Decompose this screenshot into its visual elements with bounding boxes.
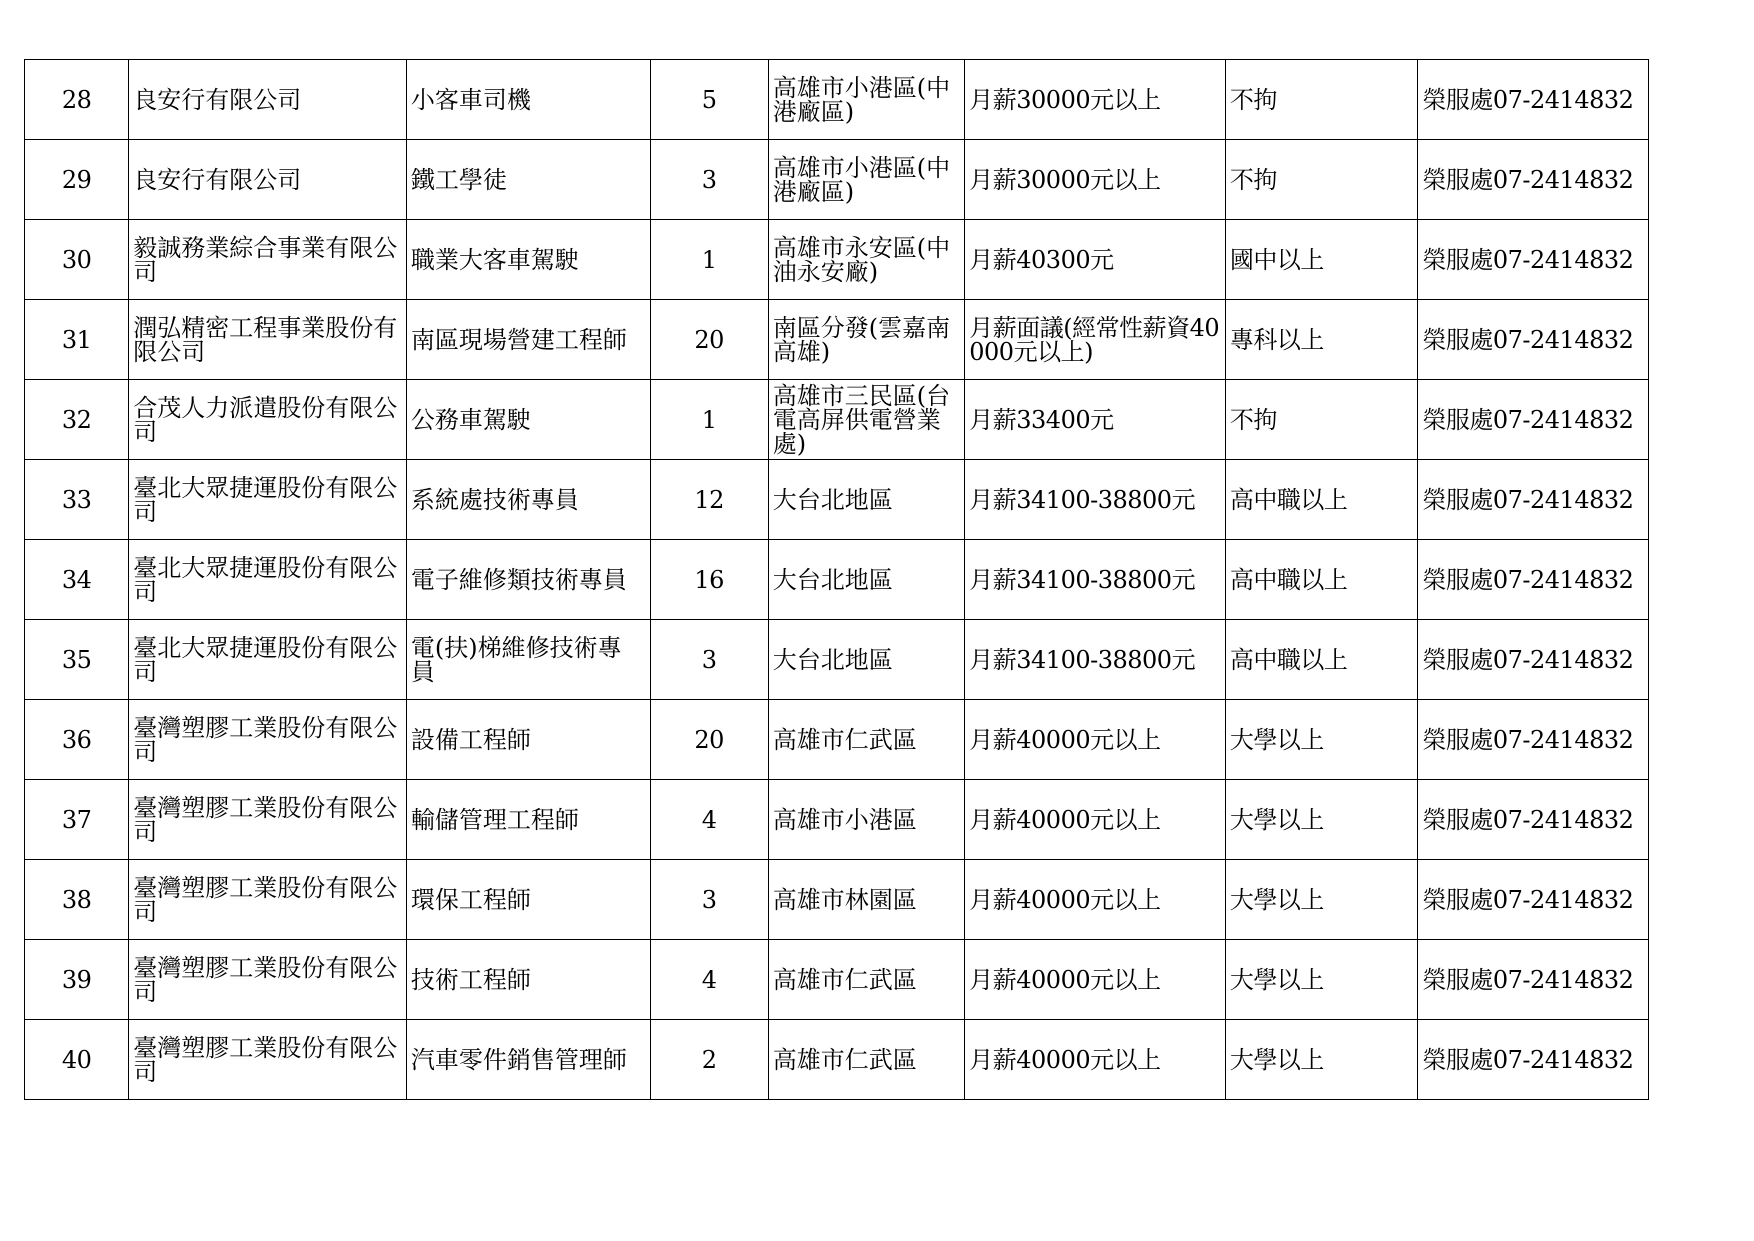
location-cell (768, 380, 964, 460)
company-text: 良安行有限公司 (133, 165, 302, 194)
salary-cell (965, 940, 1226, 1020)
location-cell (768, 1020, 964, 1100)
salary-cell (965, 220, 1226, 300)
location-text: 大台北地區 (772, 485, 893, 514)
position-cell (406, 140, 650, 220)
contact-cell (1418, 460, 1649, 540)
table-row (25, 1020, 1649, 1100)
salary-text: 月薪40000元以上 (969, 885, 1161, 914)
row-number-text: 39 (61, 965, 92, 994)
contact-text: 榮服處07-2414832 (1422, 645, 1634, 674)
position-cell (406, 540, 650, 620)
headcount-cell (650, 540, 768, 620)
headcount-text: 12 (694, 485, 724, 514)
company-cell (129, 940, 407, 1020)
headcount-cell (650, 700, 768, 780)
contact-text: 榮服處07-2414832 (1422, 805, 1634, 834)
position-cell (406, 1020, 650, 1100)
contact-cell (1418, 60, 1649, 140)
table-row (25, 60, 1649, 140)
contact-text: 榮服處07-2414832 (1422, 885, 1634, 914)
salary-text: 月薪面議(經常性薪資40000元以上) (969, 313, 1220, 366)
headcount-text: 20 (694, 725, 724, 754)
location-cell (768, 60, 964, 140)
headcount-cell (650, 1020, 768, 1100)
location-cell (768, 300, 964, 380)
location-cell (768, 620, 964, 700)
education-text: 大學以上 (1229, 725, 1324, 754)
headcount-text: 5 (701, 85, 717, 114)
row-number-cell (25, 620, 129, 700)
company-cell (129, 140, 407, 220)
education-text: 不拘 (1229, 85, 1277, 114)
position-cell (406, 860, 650, 940)
row-number-text: 34 (61, 565, 92, 594)
company-text: 臺北大眾捷運股份有限公司 (133, 633, 398, 686)
education-cell (1225, 1020, 1417, 1100)
headcount-text: 3 (701, 165, 717, 194)
company-text: 臺灣塑膠工業股份有限公司 (133, 713, 398, 766)
education-text: 專科以上 (1229, 325, 1324, 354)
headcount-text: 3 (701, 885, 717, 914)
company-text: 潤弘精密工程事業股份有限公司 (133, 313, 398, 366)
position-text: 系統處技術專員 (410, 485, 579, 514)
headcount-text: 4 (701, 805, 717, 834)
education-cell (1225, 220, 1417, 300)
company-text: 臺北大眾捷運股份有限公司 (133, 473, 398, 526)
position-text: 環保工程師 (410, 885, 531, 914)
contact-text: 榮服處07-2414832 (1422, 325, 1634, 354)
position-cell (406, 940, 650, 1020)
row-number-text: 40 (61, 1045, 92, 1074)
education-cell (1225, 460, 1417, 540)
row-number-text: 32 (61, 405, 92, 434)
salary-cell (965, 380, 1226, 460)
position-cell (406, 220, 650, 300)
salary-cell (965, 300, 1226, 380)
education-cell (1225, 540, 1417, 620)
row-number-text: 31 (61, 325, 92, 354)
row-number-cell (25, 460, 129, 540)
location-text: 高雄市小港區 (772, 805, 917, 834)
table-row (25, 380, 1649, 460)
education-text: 高中職以上 (1229, 565, 1348, 594)
company-text: 良安行有限公司 (133, 85, 302, 114)
salary-cell (965, 540, 1226, 620)
salary-cell (965, 620, 1226, 700)
education-text: 國中以上 (1229, 245, 1324, 274)
job-rows (25, 60, 1649, 1100)
contact-cell (1418, 700, 1649, 780)
company-text: 臺灣塑膠工業股份有限公司 (133, 873, 398, 926)
education-cell (1225, 620, 1417, 700)
salary-text: 月薪30000元以上 (969, 165, 1161, 194)
contact-text: 榮服處07-2414832 (1422, 245, 1634, 274)
position-text: 汽車零件銷售管理師 (410, 1045, 627, 1074)
position-cell (406, 780, 650, 860)
location-cell (768, 700, 964, 780)
education-text: 大學以上 (1229, 1045, 1324, 1074)
education-text: 大學以上 (1229, 965, 1324, 994)
location-text: 高雄市三民區(台電高屏供電營業處) (772, 381, 951, 458)
position-text: 公務車駕駛 (410, 405, 531, 434)
salary-cell (965, 700, 1226, 780)
headcount-cell (650, 780, 768, 860)
contact-text: 榮服處07-2414832 (1422, 85, 1634, 114)
table-row (25, 700, 1649, 780)
education-text: 大學以上 (1229, 805, 1324, 834)
location-text: 大台北地區 (772, 565, 893, 594)
contact-cell (1418, 380, 1649, 460)
row-number-cell (25, 140, 129, 220)
contact-text: 榮服處07-2414832 (1422, 565, 1634, 594)
salary-text: 月薪40000元以上 (969, 1045, 1161, 1074)
salary-text: 月薪40000元以上 (969, 805, 1161, 834)
location-cell (768, 220, 964, 300)
company-cell (129, 1020, 407, 1100)
contact-text: 榮服處07-2414832 (1422, 405, 1634, 434)
location-text: 高雄市小港區(中港廠區) (772, 153, 951, 206)
position-text: 鐵工學徒 (410, 165, 507, 194)
education-cell (1225, 700, 1417, 780)
location-text: 高雄市林園區 (772, 885, 917, 914)
row-number-cell (25, 940, 129, 1020)
contact-text: 榮服處07-2414832 (1422, 165, 1634, 194)
education-text: 大學以上 (1229, 885, 1324, 914)
contact-text: 榮服處07-2414832 (1422, 485, 1634, 514)
position-text: 電(扶)梯維修技術專員 (410, 633, 622, 686)
education-cell (1225, 860, 1417, 940)
position-text: 南區現場營建工程師 (410, 325, 627, 354)
contact-cell (1418, 940, 1649, 1020)
location-cell (768, 940, 964, 1020)
table-row (25, 860, 1649, 940)
location-text: 高雄市仁武區 (772, 725, 917, 754)
salary-cell (965, 140, 1226, 220)
headcount-text: 1 (701, 245, 717, 274)
row-number-cell (25, 380, 129, 460)
salary-cell (965, 860, 1226, 940)
row-number-cell (25, 1020, 129, 1100)
education-cell (1225, 940, 1417, 1020)
company-cell (129, 700, 407, 780)
headcount-cell (650, 380, 768, 460)
position-cell (406, 700, 650, 780)
company-cell (129, 860, 407, 940)
contact-cell (1418, 620, 1649, 700)
headcount-text: 16 (694, 565, 724, 594)
company-cell (129, 380, 407, 460)
headcount-cell (650, 60, 768, 140)
location-cell (768, 460, 964, 540)
company-cell (129, 60, 407, 140)
headcount-text: 20 (694, 325, 724, 354)
row-number-text: 37 (61, 805, 92, 834)
position-cell (406, 300, 650, 380)
row-number-text: 35 (61, 645, 92, 674)
row-number-cell (25, 700, 129, 780)
contact-cell (1418, 860, 1649, 940)
location-cell (768, 140, 964, 220)
company-text: 毅誠務業綜合事業有限公司 (133, 233, 398, 286)
position-text: 職業大客車駕駛 (410, 245, 579, 274)
table-row (25, 940, 1649, 1020)
location-cell (768, 780, 964, 860)
education-cell (1225, 300, 1417, 380)
location-text: 高雄市永安區(中油永安廠) (772, 233, 951, 286)
salary-cell (965, 780, 1226, 860)
contact-text: 榮服處07-2414832 (1422, 1045, 1634, 1074)
salary-text: 月薪33400元 (969, 405, 1114, 434)
education-cell (1225, 380, 1417, 460)
contact-cell (1418, 540, 1649, 620)
row-number-text: 36 (61, 725, 92, 754)
table-row (25, 540, 1649, 620)
contact-cell (1418, 1020, 1649, 1100)
salary-text: 月薪40000元以上 (969, 965, 1161, 994)
company-text: 合茂人力派遣股份有限公司 (133, 393, 398, 446)
table-row (25, 300, 1649, 380)
company-cell (129, 620, 407, 700)
education-text: 不拘 (1229, 405, 1277, 434)
salary-text: 月薪34100-38800元 (969, 485, 1196, 514)
contact-cell (1418, 140, 1649, 220)
row-number-cell (25, 220, 129, 300)
location-text: 高雄市小港區(中港廠區) (772, 73, 951, 126)
row-number-text: 28 (61, 85, 92, 114)
row-number-cell (25, 300, 129, 380)
location-text: 高雄市仁武區 (772, 965, 917, 994)
company-cell (129, 300, 407, 380)
job-listing-table (24, 59, 1649, 1100)
education-text: 高中職以上 (1229, 485, 1348, 514)
location-cell (768, 540, 964, 620)
headcount-cell (650, 220, 768, 300)
position-cell (406, 380, 650, 460)
headcount-cell (650, 940, 768, 1020)
row-number-text: 29 (61, 165, 92, 194)
education-cell (1225, 780, 1417, 860)
education-text: 不拘 (1229, 165, 1277, 194)
location-cell (768, 860, 964, 940)
salary-cell (965, 60, 1226, 140)
position-cell (406, 620, 650, 700)
company-text: 臺灣塑膠工業股份有限公司 (133, 953, 398, 1006)
salary-cell (965, 460, 1226, 540)
salary-text: 月薪40000元以上 (969, 725, 1161, 754)
row-number-text: 30 (61, 245, 92, 274)
table-row (25, 140, 1649, 220)
headcount-cell (650, 300, 768, 380)
headcount-cell (650, 620, 768, 700)
position-text: 小客車司機 (410, 85, 531, 114)
position-text: 設備工程師 (410, 725, 531, 754)
table-row (25, 780, 1649, 860)
education-text: 高中職以上 (1229, 645, 1348, 674)
company-cell (129, 780, 407, 860)
salary-text: 月薪30000元以上 (969, 85, 1161, 114)
row-number-cell (25, 780, 129, 860)
position-text: 電子維修類技術專員 (410, 565, 627, 594)
company-text: 臺灣塑膠工業股份有限公司 (133, 793, 398, 846)
contact-cell (1418, 300, 1649, 380)
salary-text: 月薪40300元 (969, 245, 1114, 274)
salary-text: 月薪34100-38800元 (969, 645, 1196, 674)
salary-text: 月薪34100-38800元 (969, 565, 1196, 594)
row-number-cell (25, 540, 129, 620)
position-text: 輸儲管理工程師 (410, 805, 579, 834)
position-text: 技術工程師 (410, 965, 531, 994)
company-cell (129, 220, 407, 300)
location-text: 高雄市仁武區 (772, 1045, 917, 1074)
headcount-text: 4 (701, 965, 717, 994)
education-cell (1225, 140, 1417, 220)
headcount-cell (650, 460, 768, 540)
contact-cell (1418, 780, 1649, 860)
table-row (25, 460, 1649, 540)
row-number-cell (25, 860, 129, 940)
row-number-text: 33 (61, 485, 92, 514)
contact-text: 榮服處07-2414832 (1422, 965, 1634, 994)
position-cell (406, 460, 650, 540)
location-text: 南區分發(雲嘉南高雄) (772, 313, 951, 366)
salary-cell (965, 1020, 1226, 1100)
headcount-text: 3 (701, 645, 717, 674)
company-cell (129, 460, 407, 540)
row-number-text: 38 (61, 885, 92, 914)
headcount-cell (650, 860, 768, 940)
row-number-cell (25, 60, 129, 140)
position-cell (406, 60, 650, 140)
table-row (25, 620, 1649, 700)
contact-text: 榮服處07-2414832 (1422, 725, 1634, 754)
company-cell (129, 540, 407, 620)
education-cell (1225, 60, 1417, 140)
contact-cell (1418, 220, 1649, 300)
headcount-text: 1 (701, 405, 717, 434)
headcount-cell (650, 140, 768, 220)
company-text: 臺北大眾捷運股份有限公司 (133, 553, 398, 606)
headcount-text: 2 (701, 1045, 717, 1074)
table-row (25, 220, 1649, 300)
location-text: 大台北地區 (772, 645, 893, 674)
company-text: 臺灣塑膠工業股份有限公司 (133, 1033, 398, 1086)
